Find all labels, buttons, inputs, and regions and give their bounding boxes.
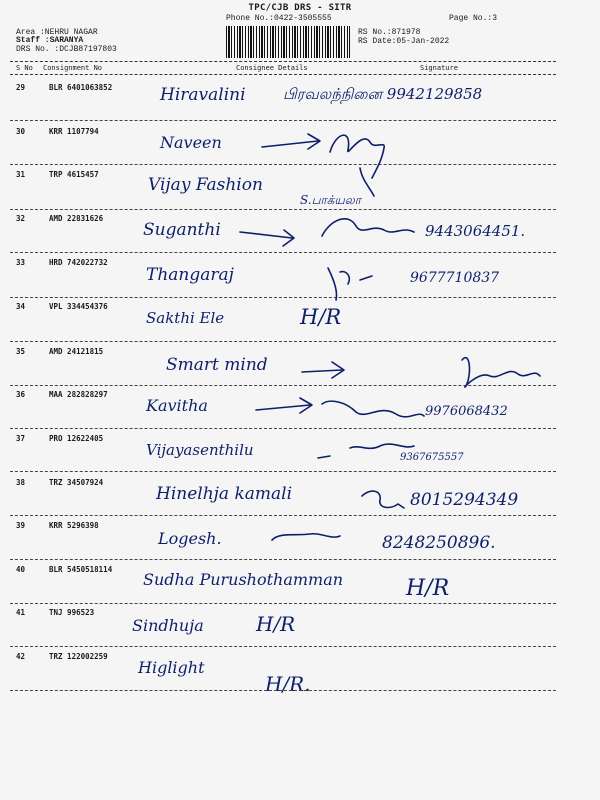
row-divider xyxy=(10,341,556,342)
signature-squiggle xyxy=(462,358,540,387)
row-consignment: BLR 5450518114 xyxy=(49,565,113,574)
dash-stroke xyxy=(318,456,330,458)
signature-squiggle xyxy=(322,401,424,417)
row-consignee: Suganthi xyxy=(143,220,221,240)
row-signature: 8015294349 xyxy=(410,490,519,510)
header-divider xyxy=(10,61,556,62)
signature-squiggle xyxy=(272,534,340,540)
arrow-head xyxy=(308,134,320,149)
row-divider xyxy=(10,471,556,472)
row-consignment: MAA 282828297 xyxy=(49,390,108,399)
row-sno: 42 xyxy=(16,652,26,661)
rs-number: RS No.:871978 xyxy=(358,28,421,37)
row-sno: 32 xyxy=(16,214,26,223)
row-signature: H/R xyxy=(300,305,342,329)
document-title: TPC/CJB DRS - SITR xyxy=(248,3,352,13)
row-divider xyxy=(10,646,556,647)
row-consignment: AMD 24121815 xyxy=(49,347,104,356)
row-divider xyxy=(10,120,556,121)
row-signature: 9677710837 xyxy=(410,270,500,286)
row-consignee: Sakthi Ele xyxy=(146,309,225,327)
row-divider xyxy=(10,385,556,386)
row-divider xyxy=(10,428,556,429)
arrow-stroke xyxy=(302,370,342,372)
row-signature: S.பாக்யலா xyxy=(300,193,362,207)
drs-number: DRS No. :DCJB87197803 xyxy=(16,45,117,54)
signature-squiggle xyxy=(360,168,374,196)
row-sno: 35 xyxy=(16,347,26,356)
phone-number: Phone No.:0422-3505555 xyxy=(226,14,332,23)
row-divider xyxy=(10,603,556,604)
row-sno: 31 xyxy=(16,170,26,179)
signature-squiggle xyxy=(362,491,404,508)
row-consignee: Smart mind xyxy=(166,355,268,375)
row-divider xyxy=(10,297,556,298)
row-consignment: TRZ 122002259 xyxy=(49,652,108,661)
row-consignee: Thangaraj xyxy=(146,265,234,285)
row-divider xyxy=(10,690,556,691)
row-sno: 38 xyxy=(16,478,26,487)
row-sno: 36 xyxy=(16,390,26,399)
row-sno: 33 xyxy=(16,258,26,267)
row-signature: 9367675557 xyxy=(400,452,464,463)
row-divider xyxy=(10,164,556,165)
row-sno: 39 xyxy=(16,521,26,530)
row-consignee: Naveen xyxy=(160,133,222,152)
row-consignee: Sudha Purushothamman xyxy=(143,570,344,589)
row-consignee: Kavitha xyxy=(146,396,208,415)
row-consignment: TNJ 996523 xyxy=(49,608,95,617)
row-sno: 40 xyxy=(16,565,26,574)
row-sno: 41 xyxy=(16,608,26,617)
barcode xyxy=(226,26,350,58)
row-consignee: Hinelhja kamali xyxy=(156,484,293,504)
row-consignment: AMD 22831626 xyxy=(49,214,104,223)
area-field: Area :NEHRU NAGAR xyxy=(16,28,98,37)
signature-squiggle xyxy=(328,268,372,300)
row-consignment: KRR 5296398 xyxy=(49,521,99,530)
row-consignee: Hiravalini xyxy=(160,85,246,105)
row-signature: பிரவலந்நினை 9942129858 xyxy=(283,85,483,103)
row-sno: 29 xyxy=(16,83,26,92)
row-consignment: HRD 742022732 xyxy=(49,258,108,267)
row-consignment: BLR 6401063852 xyxy=(49,83,113,92)
row-consignee: Vijayasenthilu xyxy=(146,441,254,459)
signature-squiggle xyxy=(322,219,414,236)
column-header-divider xyxy=(10,74,556,75)
row-divider xyxy=(10,515,556,516)
row-consignment: TRP 4615457 xyxy=(49,170,99,179)
arrow-stroke xyxy=(240,232,292,238)
row-consignment: PRO 12622405 xyxy=(49,434,104,443)
row-consignee: Higlight xyxy=(138,658,205,677)
arrow-stroke xyxy=(262,141,318,147)
page-number: Page No.:3 xyxy=(449,14,498,23)
staff-field: Staff :SARANYA xyxy=(16,36,84,45)
signature-squiggle xyxy=(330,135,384,178)
row-consignee: Vijay Fashion xyxy=(148,175,263,195)
row-signature: H/R xyxy=(256,612,296,636)
row-signature: 8248250896. xyxy=(382,533,496,553)
row-sno: 37 xyxy=(16,434,26,443)
arrow-head xyxy=(300,398,312,413)
row-consignment: TRZ 34507924 xyxy=(49,478,104,487)
row-consignee: Sindhuja xyxy=(132,616,204,635)
row-divider xyxy=(10,252,556,253)
col-header-consignee: Consignee Details xyxy=(236,64,308,72)
row-signature: 9443064451. xyxy=(425,222,526,240)
row-signature: 9976068432 xyxy=(425,404,508,419)
row-sno: 30 xyxy=(16,127,26,136)
col-header-signature: Signature xyxy=(420,64,458,72)
row-consignment: VPL 334454376 xyxy=(49,302,108,311)
signature-squiggle xyxy=(350,444,414,448)
row-divider xyxy=(10,209,556,210)
row-sno: 34 xyxy=(16,302,26,311)
row-signature: H/R xyxy=(406,576,450,601)
row-consignee: Logesh. xyxy=(158,529,222,548)
row-divider xyxy=(10,559,556,560)
arrow-head xyxy=(332,362,344,378)
row-signature: H/R. xyxy=(265,672,311,696)
col-header-sno: S No xyxy=(16,64,33,72)
arrow-head xyxy=(283,230,294,246)
rs-date: RS Date:05-Jan-2022 xyxy=(358,37,450,46)
col-header-consignment: Consignment No xyxy=(43,64,103,72)
row-consignment: KRR 1107794 xyxy=(49,127,99,136)
arrow-stroke xyxy=(256,405,310,410)
